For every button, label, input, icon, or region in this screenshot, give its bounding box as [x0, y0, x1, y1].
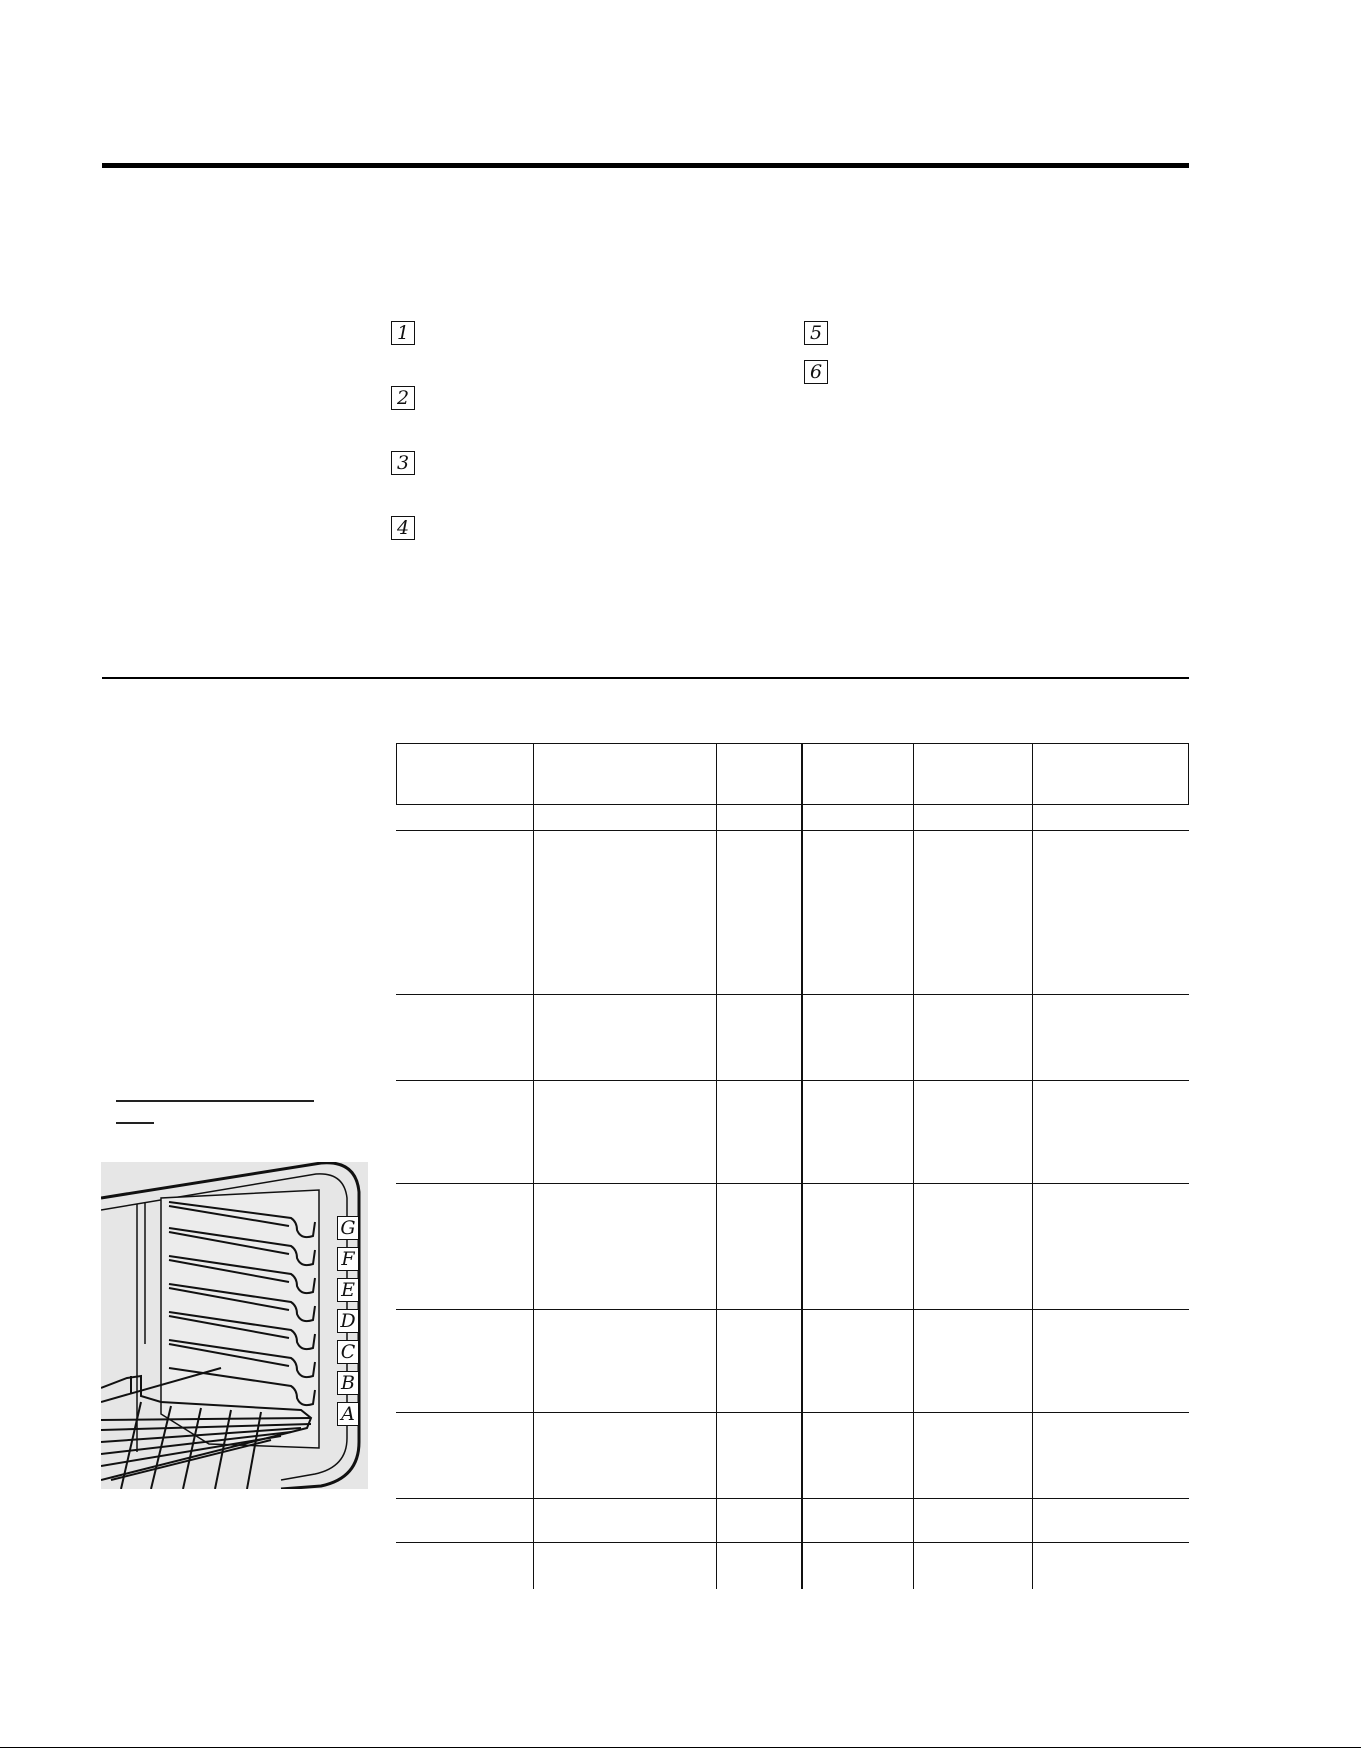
- rack-position-C: C: [337, 1340, 359, 1364]
- rack-position-B: B: [337, 1371, 359, 1395]
- table-left-border: [396, 743, 397, 805]
- section-rule-middle: [102, 677, 1189, 679]
- table-col-divider: [1032, 743, 1033, 1589]
- table-row-divider: [396, 1412, 1189, 1413]
- rack-position-A: A: [337, 1402, 359, 1426]
- rack-position-G: G: [337, 1216, 359, 1240]
- table-row-divider: [396, 1309, 1189, 1310]
- rack-position-F: F: [337, 1247, 359, 1271]
- rack-position-D: D: [337, 1309, 359, 1333]
- step-marker-4: 4: [391, 516, 415, 540]
- table-row-divider: [396, 1542, 1189, 1543]
- side-caption-line-short: [116, 1122, 154, 1124]
- table-row-divider: [396, 1080, 1189, 1081]
- table-col-divider: [716, 743, 717, 1589]
- side-caption-line: [116, 1100, 314, 1102]
- section-rule-top: [102, 163, 1189, 168]
- table-top-border: [396, 743, 1189, 744]
- table-header-bottom: [396, 804, 1189, 805]
- table-col-divider: [913, 743, 914, 1589]
- table-row-divider: [396, 830, 1189, 831]
- page-bottom-rule: [0, 1747, 1361, 1748]
- step-marker-2: 2: [391, 386, 415, 410]
- table-right-border: [1188, 743, 1189, 805]
- oven-rack-illustration: [101, 1162, 368, 1489]
- oven-rack-drawing: [101, 1162, 368, 1489]
- table-row-divider: [396, 1498, 1189, 1499]
- step-marker-3: 3: [391, 451, 415, 475]
- step-marker-5: 5: [804, 321, 828, 345]
- step-marker-6: 6: [804, 360, 828, 384]
- table-row-divider: [396, 994, 1189, 995]
- rack-position-E: E: [337, 1278, 359, 1302]
- table-col-divider: [533, 743, 534, 1589]
- table-col-divider-bold: [801, 743, 803, 1589]
- table-row-divider: [396, 1183, 1189, 1184]
- step-marker-1: 1: [391, 321, 415, 345]
- cooking-table: [396, 743, 1189, 1589]
